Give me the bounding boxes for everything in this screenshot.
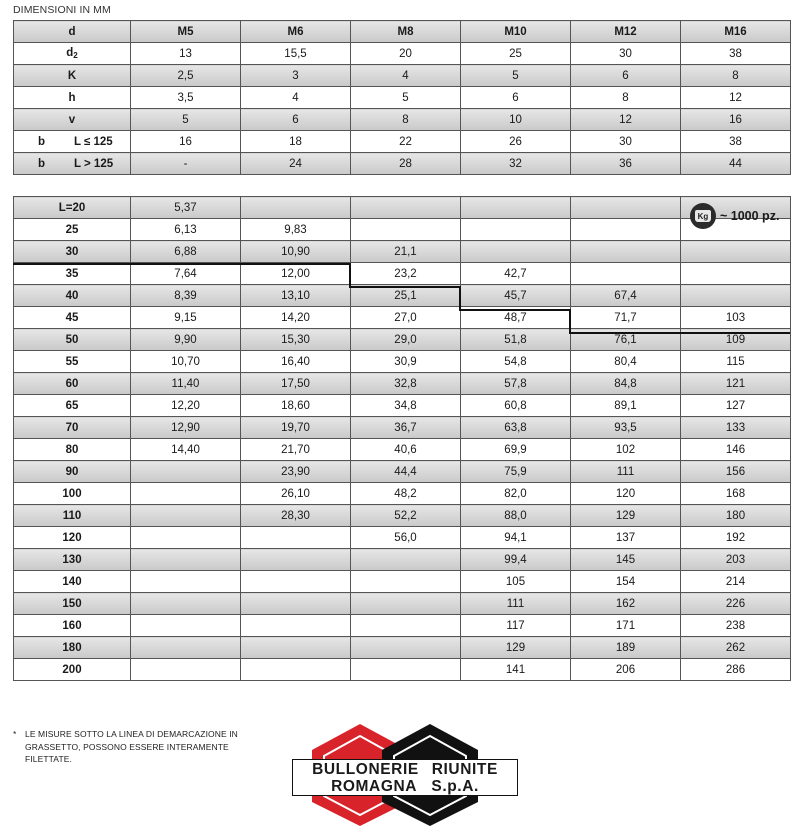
row-label-length: 30 [14, 241, 131, 263]
row-label-length: 50 [14, 329, 131, 351]
demarcation-line-segment [569, 309, 571, 333]
table-cell: 69,9 [461, 439, 571, 461]
table-cell: 38 [681, 43, 791, 65]
row-label-length: 45 [14, 307, 131, 329]
table-cell: 102 [571, 439, 681, 461]
weight-row [14, 307, 791, 329]
logo-text-box [292, 759, 518, 796]
table-cell [351, 615, 461, 637]
table-cell: 214 [681, 571, 791, 593]
table-cell: 286 [681, 659, 791, 681]
table-cell: 117 [461, 615, 571, 637]
row-label-length: 60 [14, 373, 131, 395]
weight-row [14, 241, 791, 263]
table-cell: 9,15 [131, 307, 241, 329]
weight-row [14, 593, 791, 615]
table-cell: 25,1 [351, 285, 461, 307]
table-cell [461, 241, 571, 263]
demarcation-line-segment [13, 263, 351, 265]
table-cell: 34,8 [351, 395, 461, 417]
table-cell: 206 [571, 659, 681, 681]
weight-row [14, 659, 791, 681]
table-cell: 141 [461, 659, 571, 681]
row-label-condition: L > 125 [74, 157, 114, 170]
table-cell: 5 [351, 87, 461, 109]
table-cell [131, 615, 241, 637]
table-cell: 3,5 [131, 87, 241, 109]
table-cell: 16 [131, 131, 241, 153]
weight-row [14, 527, 791, 549]
table-cell [351, 197, 461, 219]
table-cell: 5,37 [131, 197, 241, 219]
row-label-subscript: 2 [73, 51, 78, 60]
table-cell [681, 285, 791, 307]
table-cell: 103 [681, 307, 791, 329]
row-label: h [14, 87, 131, 109]
dimension-row [14, 43, 791, 65]
table-cell [241, 549, 351, 571]
row-label: v [14, 109, 131, 131]
weight-row [14, 615, 791, 637]
row-label-length: 55 [14, 351, 131, 373]
row-label-length: 25 [14, 219, 131, 241]
table-cell [571, 241, 681, 263]
table-cell [351, 571, 461, 593]
table-cell: 93,5 [571, 417, 681, 439]
weight-row [14, 549, 791, 571]
table-cell: 4 [351, 65, 461, 87]
table-cell: 32,8 [351, 373, 461, 395]
table-cell: 12 [571, 109, 681, 131]
table-cell: 5 [131, 109, 241, 131]
table-header-row [14, 21, 791, 43]
table-cell [571, 263, 681, 285]
weight-row [14, 571, 791, 593]
table-cell: 63,8 [461, 417, 571, 439]
table-cell: 156 [681, 461, 791, 483]
table-cell [131, 659, 241, 681]
table-cell: 67,4 [571, 285, 681, 307]
table-cell: 7,64 [131, 263, 241, 285]
table-cell: 51,8 [461, 329, 571, 351]
row-label-length: 180 [14, 637, 131, 659]
row-label-b: b [38, 157, 46, 170]
table-cell: 44,4 [351, 461, 461, 483]
table-cell: 60,8 [461, 395, 571, 417]
table-cell: 6 [571, 65, 681, 87]
table-cell [241, 659, 351, 681]
table-cell: 75,9 [461, 461, 571, 483]
table-cell [351, 659, 461, 681]
table-cell [351, 637, 461, 659]
table-cell: 203 [681, 549, 791, 571]
table-cell: 76,1 [571, 329, 681, 351]
table-cell: 36,7 [351, 417, 461, 439]
table-cell: 80,4 [571, 351, 681, 373]
table-cell: 84,8 [571, 373, 681, 395]
row-label-length: 90 [14, 461, 131, 483]
table-cell: 4 [241, 87, 351, 109]
row-label [14, 153, 131, 175]
table-cell: 171 [571, 615, 681, 637]
table-cell: 56,0 [351, 527, 461, 549]
table-cell: 30 [571, 43, 681, 65]
table-cell: 10,70 [131, 351, 241, 373]
table-cell [241, 571, 351, 593]
table-cell: 6 [241, 109, 351, 131]
row-label-length: 80 [14, 439, 131, 461]
table-cell: 145 [571, 549, 681, 571]
table-cell: 9,90 [131, 329, 241, 351]
weight-row [14, 417, 791, 439]
table-cell: 26 [461, 131, 571, 153]
table-cell: 17,50 [241, 373, 351, 395]
table-cell: 22 [351, 131, 461, 153]
table-cell: 121 [681, 373, 791, 395]
table-cell: 162 [571, 593, 681, 615]
footnote-star: * [13, 729, 17, 739]
weight-row [14, 197, 791, 219]
table-cell: 52,2 [351, 505, 461, 527]
table-cell: 25 [461, 43, 571, 65]
table-cell: 12,90 [131, 417, 241, 439]
header-cell-size: M8 [351, 21, 461, 43]
table-cell: 30 [571, 131, 681, 153]
demarcation-line-segment [349, 286, 461, 288]
table-cell: 71,7 [571, 307, 681, 329]
table-cell: 238 [681, 615, 791, 637]
table-cell: 48,2 [351, 483, 461, 505]
table-cell: 129 [571, 505, 681, 527]
table-cell: 94,1 [461, 527, 571, 549]
weight-row [14, 439, 791, 461]
table-cell: 8,39 [131, 285, 241, 307]
table-cell: 109 [681, 329, 791, 351]
table-cell: 54,8 [461, 351, 571, 373]
table-cell [681, 263, 791, 285]
table-cell [131, 571, 241, 593]
table-cell: 105 [461, 571, 571, 593]
table-cell: 6 [461, 87, 571, 109]
footnote [13, 728, 275, 766]
demarcation-line-segment [459, 309, 571, 311]
table-cell: 6,13 [131, 219, 241, 241]
table-cell: 40,6 [351, 439, 461, 461]
table-cell: 5 [461, 65, 571, 87]
table-cell: 19,70 [241, 417, 351, 439]
footnote-text: LE MISURE SOTTO LA LINEA DI DEMARCAZIONE IN GRASSETTO, POSSONO ESSERE INTERAMENTE FILETTATE. [25, 729, 238, 764]
table-cell: 89,1 [571, 395, 681, 417]
row-label-length: 70 [14, 417, 131, 439]
table-cell: 168 [681, 483, 791, 505]
table-cell: 24 [241, 153, 351, 175]
table-cell: 8 [571, 87, 681, 109]
table-cell [241, 637, 351, 659]
table-cell: 48,7 [461, 307, 571, 329]
table-cell [241, 197, 351, 219]
weight-per-1000-badge [690, 201, 779, 230]
table-cell: 82,0 [461, 483, 571, 505]
table-cell: 14,20 [241, 307, 351, 329]
row-label: K [14, 65, 131, 87]
kg-weight-icon: Kg [690, 203, 716, 229]
row-label-length: 100 [14, 483, 131, 505]
table-cell: 180 [681, 505, 791, 527]
table-cell: 42,7 [461, 263, 571, 285]
table-cell: 8 [351, 109, 461, 131]
dimension-row [14, 131, 791, 153]
weight-row [14, 351, 791, 373]
table-cell [571, 197, 681, 219]
row-label-length: 160 [14, 615, 131, 637]
table-cell: 14,40 [131, 439, 241, 461]
table-cell: 15,30 [241, 329, 351, 351]
table-cell: 12,00 [241, 263, 351, 285]
table-cell: 16,40 [241, 351, 351, 373]
row-label-length: 150 [14, 593, 131, 615]
table-cell: 29,0 [351, 329, 461, 351]
header-cell-size: M5 [131, 21, 241, 43]
table-cell [461, 197, 571, 219]
demarcation-line-segment [349, 263, 351, 287]
row-label-length: 120 [14, 527, 131, 549]
header-cell-size: M10 [461, 21, 571, 43]
table-cell: 26,10 [241, 483, 351, 505]
table-cell: 30,9 [351, 351, 461, 373]
table-cell: 6,88 [131, 241, 241, 263]
table-cell [351, 593, 461, 615]
table-cell [241, 615, 351, 637]
weight-row [14, 505, 791, 527]
table-cell [131, 637, 241, 659]
table-cell: 262 [681, 637, 791, 659]
table-cell [131, 461, 241, 483]
table-cell [241, 527, 351, 549]
table-cell: 192 [681, 527, 791, 549]
table-cell: 44 [681, 153, 791, 175]
table-cell [461, 219, 571, 241]
table-cell: 23,90 [241, 461, 351, 483]
demarcation-line-segment [569, 332, 790, 334]
dimension-row [14, 153, 791, 175]
table-cell: 111 [571, 461, 681, 483]
row-label-condition: L ≤ 125 [74, 135, 113, 148]
table-cell: 226 [681, 593, 791, 615]
row-label [14, 43, 131, 65]
table-cell: 21,70 [241, 439, 351, 461]
table-cell: 127 [681, 395, 791, 417]
table-cell: 57,8 [461, 373, 571, 395]
table-cell: 18 [241, 131, 351, 153]
row-label-length: 110 [14, 505, 131, 527]
table-cell: 12 [681, 87, 791, 109]
table-cell: 28,30 [241, 505, 351, 527]
table-cell: 15,5 [241, 43, 351, 65]
table-cell [131, 549, 241, 571]
table-cell: 99,4 [461, 549, 571, 571]
table-cell: 2,5 [131, 65, 241, 87]
table-cell: 32 [461, 153, 571, 175]
row-label-length: 200 [14, 659, 131, 681]
table-cell [131, 527, 241, 549]
table-cell: 9,83 [241, 219, 351, 241]
table-cell: 88,0 [461, 505, 571, 527]
table-cell: 12,20 [131, 395, 241, 417]
table-cell: 189 [571, 637, 681, 659]
weight-row [14, 263, 791, 285]
demarcation-line-segment [459, 286, 461, 310]
table-cell [131, 593, 241, 615]
table-cell: 111 [461, 593, 571, 615]
row-label-length: 140 [14, 571, 131, 593]
weight-row [14, 373, 791, 395]
table-cell: 154 [571, 571, 681, 593]
header-cell-size: M6 [241, 21, 351, 43]
weights-table [13, 196, 791, 681]
row-label-length: 35 [14, 263, 131, 285]
row-label-length: 65 [14, 395, 131, 417]
table-cell: 137 [571, 527, 681, 549]
dimensions-table [13, 20, 791, 175]
table-cell: 36 [571, 153, 681, 175]
table-cell: 45,7 [461, 285, 571, 307]
table-cell: 13,10 [241, 285, 351, 307]
company-logo [290, 722, 520, 827]
table-cell: 23,2 [351, 263, 461, 285]
row-label-b: b [38, 135, 46, 148]
logo-line-2: ROMAGNA S.p.A. [331, 778, 479, 795]
table-cell [351, 219, 461, 241]
weight-row [14, 461, 791, 483]
table-cell: 28 [351, 153, 461, 175]
header-cell-size: M12 [571, 21, 681, 43]
weight-row [14, 483, 791, 505]
row-label-main: d [66, 47, 74, 59]
table-cell: 11,40 [131, 373, 241, 395]
dimension-row [14, 87, 791, 109]
table-cell: 21,1 [351, 241, 461, 263]
table-cell: 115 [681, 351, 791, 373]
table-cell: 18,60 [241, 395, 351, 417]
table-cell: 13 [131, 43, 241, 65]
weight-per-1000-label: ~ 1000 pz. [720, 208, 780, 223]
table-cell: 120 [571, 483, 681, 505]
logo-line-1: BULLONERIE RIUNITE [312, 761, 498, 778]
dimension-row [14, 65, 791, 87]
table-cell [571, 219, 681, 241]
table-cell [131, 483, 241, 505]
dimensions-caption: DIMENSIONI IN MM [13, 4, 111, 16]
row-label-length: L=20 [14, 197, 131, 219]
table-cell: 20 [351, 43, 461, 65]
table-cell: 146 [681, 439, 791, 461]
header-cell-d: d [14, 21, 131, 43]
table-cell [681, 241, 791, 263]
table-cell: 8 [681, 65, 791, 87]
table-cell: 10 [461, 109, 571, 131]
table-cell [351, 549, 461, 571]
dimension-row [14, 109, 791, 131]
weight-row [14, 219, 791, 241]
table-cell: 16 [681, 109, 791, 131]
row-label-length: 130 [14, 549, 131, 571]
table-cell: 133 [681, 417, 791, 439]
table-cell: 129 [461, 637, 571, 659]
table-cell [241, 593, 351, 615]
weight-row [14, 637, 791, 659]
table-cell [131, 505, 241, 527]
row-label [14, 131, 131, 153]
weight-row [14, 395, 791, 417]
header-cell-size: M16 [681, 21, 791, 43]
row-label-length: 40 [14, 285, 131, 307]
table-cell: 27,0 [351, 307, 461, 329]
table-cell: 38 [681, 131, 791, 153]
table-cell: 10,90 [241, 241, 351, 263]
table-cell: - [131, 153, 241, 175]
table-cell: 3 [241, 65, 351, 87]
